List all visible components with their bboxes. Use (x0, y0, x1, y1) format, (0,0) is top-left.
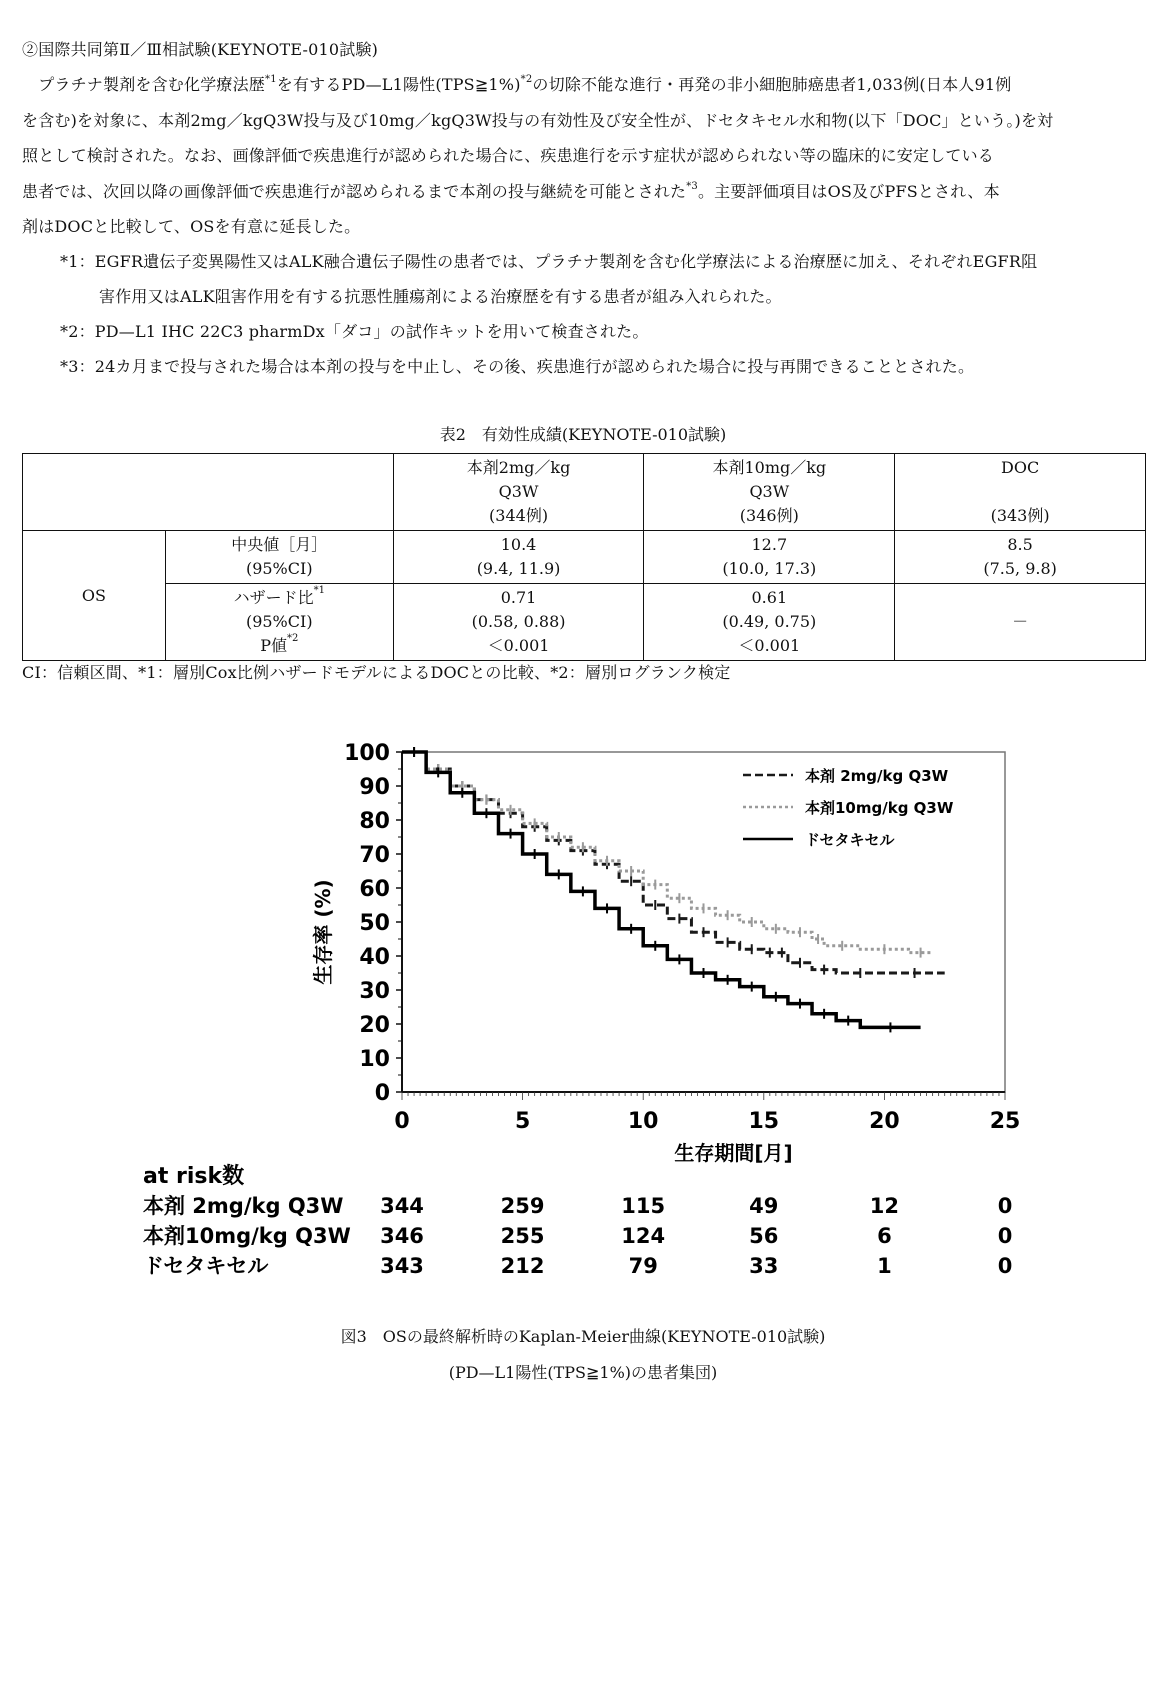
y-tick-label: 90 (359, 775, 390, 800)
table-row (23, 531, 1146, 584)
at-risk-row-label: ドセタキセル (143, 1254, 269, 1275)
at-risk-table (143, 1163, 1012, 1275)
paragraph-line-3: 照として検討された。なお、画像評価で疾患進行が認められた場合に、疾患進行を示す症状が認められない等の臨床的に安定している (22, 146, 995, 165)
y-tick-label: 0 (374, 1081, 390, 1106)
x-tick-label: 15 (748, 1109, 780, 1134)
x-axis-label: 生存期間[月] (674, 1141, 793, 1165)
at-risk-value: 79 (628, 1254, 658, 1275)
table-row (23, 584, 1146, 661)
y-tick-label: 80 (359, 809, 390, 834)
legend-label: 本剤10mg/kg Q3W (805, 799, 954, 817)
at-risk-row-label: 本剤10mg/kg Q3W (143, 1224, 351, 1248)
kaplan-meier-figure (143, 735, 1023, 1275)
footnote-2: *2：PD—L1 IHC 22C3 pharmDx「ダコ」の試作キットを用いて検査された。 (60, 322, 649, 341)
at-risk-value: 6 (877, 1224, 892, 1248)
chart-legend (743, 767, 954, 849)
paragraph-line-2: を含む)を対象に、本剤2mg／kgQ3W投与及び10mg／kgQ3W投与の有効性及び安全性が、ドセタキセル水和物(以下「DOC」という。)を対 (22, 111, 1054, 130)
figure-caption-line-2: (PD—L1陽性(TPS≧1%)の患者集団) (448, 1363, 718, 1382)
at-risk-value: 124 (621, 1224, 666, 1248)
footnote-3: *3：24カ月まで投与された場合は本剤の投与を中止し、その後、疾患進行が認められた場合に投与再開できることとされた。 (60, 357, 975, 376)
cell-median-doc: 8.5 (7.5, 9.8) (895, 531, 1146, 584)
at-risk-value: 0 (997, 1254, 1013, 1275)
km-curve-0 (402, 752, 945, 973)
y-tick-label: 30 (359, 979, 390, 1004)
row-group-os: OS (23, 531, 166, 661)
paragraph-line-1: プラチナ製剤を含む化学療法歴$^{*1}$を有するPD—L1陽性(TPS≧1%)$^{*2}$の切除不能な進行・再発の非小細胞肺癌患者1,033例(日本人91例 (22, 74, 1012, 94)
footnote-1: *1：EGFR遺伝子変異陽性又はALK融合遺伝子陽性の患者では、プラチナ製剤を含む化学療法による治療歴に加え、それぞれEGFR阻 (60, 252, 1038, 271)
section-heading: ②国際共同第Ⅱ／Ⅲ相試験(KEYNOTE-010試験) (22, 40, 379, 59)
column-header-10mg: 本剤10mg／kg Q3W (346例) (644, 454, 895, 531)
y-tick-label: 70 (359, 843, 390, 868)
at-risk-value: 12 (869, 1194, 900, 1218)
at-risk-value: 346 (380, 1224, 424, 1248)
efficacy-table (22, 453, 1146, 661)
y-tick-label: 50 (359, 911, 390, 936)
at-risk-value: 212 (500, 1254, 545, 1275)
column-header-2mg: 本剤2mg／kg Q3W (344例) (393, 454, 644, 531)
x-tick-label: 5 (514, 1109, 531, 1134)
y-tick-label: 100 (344, 741, 390, 766)
at-risk-value: 1 (877, 1254, 892, 1275)
km-curve-2 (402, 752, 921, 1027)
y-tick-label: 20 (359, 1013, 390, 1038)
at-risk-value: 0 (997, 1194, 1013, 1218)
figure-caption-line-1: 図3 OSの最終解析時のKaplan-Meier曲線(KEYNOTE-010試験) (340, 1327, 826, 1346)
column-header-doc: DOC (343例) (895, 454, 1146, 531)
row-label-hazard: ハザード比$^{*1}$ (95%CI) P値$^{*2}$ (165, 584, 393, 661)
y-tick-label: 60 (359, 877, 390, 902)
y-tick-label: 40 (359, 945, 390, 970)
y-tick-label: 10 (359, 1047, 390, 1072)
paragraph-line-4: 患者では、次回以降の画像評価で疾患進行が認められるまで本剤の投与継続を可能とされた$^{*3}$。主要評価項目はOS及びPFSとされ、本 (22, 181, 1000, 201)
chart-curves (402, 747, 945, 1032)
cell-hazard-2mg: 0.71 (0.58, 0.88) ＜0.001 (393, 584, 644, 661)
legend-label: ドセタキセル (805, 831, 895, 849)
at-risk-value: 344 (380, 1194, 424, 1218)
at-risk-value: 49 (749, 1194, 779, 1218)
table-corner-cell (23, 454, 394, 531)
at-risk-value: 343 (380, 1254, 424, 1275)
at-risk-value: 255 (500, 1224, 545, 1248)
table-note: CI：信頼区間、*1：層別Cox比例ハザードモデルによるDOCとの比較、*2：層別ログランク検定 (22, 663, 731, 682)
at-risk-title: at risk数 (143, 1164, 245, 1189)
cell-hazard-doc: － (895, 584, 1146, 661)
at-risk-value: 115 (621, 1194, 666, 1218)
at-risk-row-label: 本剤 2mg/kg Q3W (143, 1194, 344, 1218)
x-tick-label: 0 (394, 1109, 410, 1134)
cell-median-2mg: 10.4 (9.4, 11.9) (393, 531, 644, 584)
at-risk-value: 56 (749, 1224, 779, 1248)
y-axis-label: 生存率 (%) (311, 879, 335, 985)
legend-label: 本剤 2mg/kg Q3W (805, 767, 949, 785)
x-tick-label: 20 (869, 1109, 900, 1134)
x-tick-label: 25 (989, 1109, 1021, 1134)
kaplan-meier-chart (143, 735, 1023, 1275)
cell-median-10mg: 12.7 (10.0, 17.3) (644, 531, 895, 584)
row-label-median: 中央値［月］ (95%CI) (165, 531, 393, 584)
x-tick-label: 10 (627, 1109, 659, 1134)
paragraph-line-5: 剤はDOCと比較して、OSを有意に延長した。 (22, 217, 361, 236)
cell-hazard-10mg: 0.61 (0.49, 0.75) ＜0.001 (644, 584, 895, 661)
footnote-1-cont: 害作用又はALK阻害作用を有する抗悪性腫瘍剤による治療歴を有する患者が組み入れられた。 (99, 287, 782, 306)
table-caption: 表2 有効性成績(KEYNOTE-010試験) (439, 425, 727, 444)
at-risk-value: 0 (997, 1224, 1013, 1248)
at-risk-value: 33 (749, 1254, 779, 1275)
table-header-row (23, 454, 1146, 531)
at-risk-value: 259 (500, 1194, 545, 1218)
